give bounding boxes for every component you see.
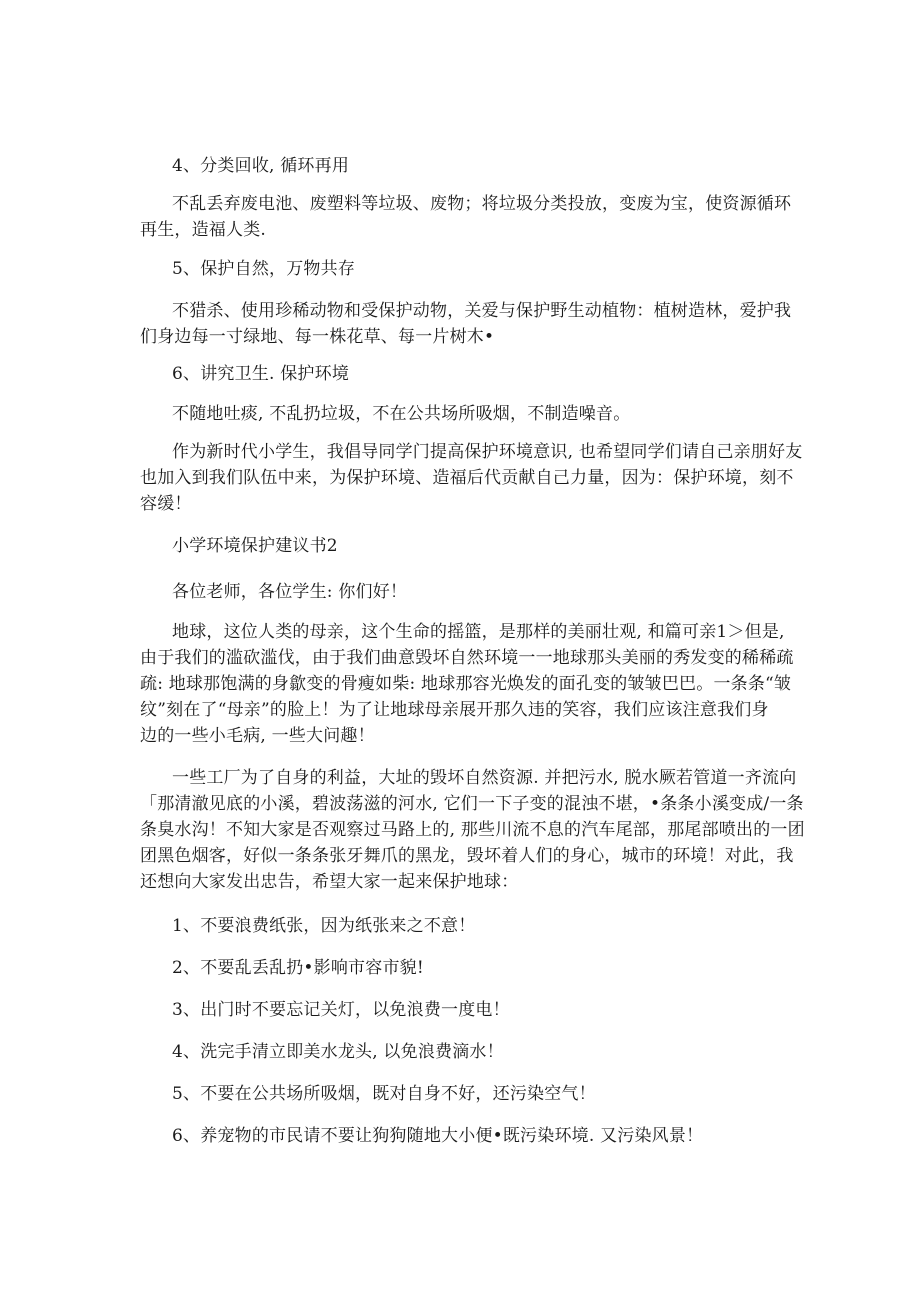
list-item: 2、不要乱丢乱扔•影响市容市貌! xyxy=(172,958,424,978)
paragraph-line: 边的一些小毛病, 一些大问趣！ xyxy=(140,726,375,746)
paragraph-line: 们身边每一寸绿地、每一株花草、每一片树木• xyxy=(140,327,495,347)
heading-item-6: 6、讲究卫生. 保护环境 xyxy=(172,364,350,384)
paragraph-line: 地球，这位人类的母亲，这个生命的摇篮，是那样的美丽壮观, 和篇可亲1＞但是, xyxy=(172,622,785,642)
paragraph-line: 「那清澈见底的小溪，碧波荡滋的河水, 它们一下子变的混浊不堪，•条条小溪变成/一条 xyxy=(140,794,804,814)
paragraph-line: 容缓！ xyxy=(140,494,192,514)
list-item: 4、洗完手清立即美水龙头, 以免浪费滴水！ xyxy=(172,1042,504,1062)
paragraph-line: 不猎杀、使用珍稀动物和受保护动物，关爱与保护野生动植物：植树造林，爱护我 xyxy=(172,301,792,321)
paragraph-line: 由于我们的滥砍滥伐，由于我们曲意毁坏自然环境一一地球那头美丽的秀发变的稀稀疏 xyxy=(140,648,794,668)
paragraph-line: 一些工厂为了自身的利益，大址的毁坏自然资源. 并把污水, 脱水厥若管道一齐流向 xyxy=(172,768,797,788)
greeting: 各位老师，各位学生: 你们好！ xyxy=(172,582,408,602)
paragraph-line: 作为新时代小学生，我倡导同学门提高保护环境意识, 也希望同学们请自己亲朋好友 xyxy=(172,442,803,462)
paragraph-line: 团黑色烟客，好似一条条张牙舞爪的黑龙，毁坏着人们的身心，城市的环境！对此，我 xyxy=(140,846,794,866)
list-item: 6、养宠物的市民请不要让狗狗随地大小便•既污染环境. 又污染风景！ xyxy=(172,1126,704,1146)
list-item: 5、不要在公共场所吸烟，既对自身不好，还污染空气！ xyxy=(172,1084,596,1104)
paragraph-line: 也加入到我们队伍中来，为保护环境、造福后代贡献自己力量，因为：保护环境，刻不 xyxy=(140,468,794,488)
paragraph-line: 再生，造福人类. xyxy=(140,220,267,240)
heading-item-4: 4、分类回收, 循环再用 xyxy=(172,156,350,176)
paragraph-line: 还想向大家发出忠告，希望大家一起来保护地球： xyxy=(140,872,519,892)
section-title: 小学环境保护建议书2 xyxy=(172,536,338,556)
heading-item-5: 5、保护自然，万物共存 xyxy=(172,259,356,279)
list-item: 3、出门时不要忘记关灯，以免浪费一度电！ xyxy=(172,1000,510,1020)
paragraph-line: 条臭水沟！不知大家是否观察过马路上的, 那些川流不息的汽车尾部，那尾部喷出的一团 xyxy=(140,820,805,840)
paragraph-line: 疏: 地球那饱满的身歙变的骨瘦如柴: 地球那容光焕发的面孔变的皱皱巴巴。一条条“皱 xyxy=(140,674,792,694)
paragraph-line: 不随地吐痰, 不乱扔垃圾，不在公共场所吸烟，不制造噪音。 xyxy=(172,404,631,424)
paragraph-line: 纹”刻在了“母亲”的脸上！为了让地球母亲展开那久违的笑容，我们应该注意我们身 xyxy=(140,700,769,720)
paragraph-line: 不乱丢弃废电池、废塑料等垃圾、废物；将垃圾分类投放，变废为宝，使资源循环 xyxy=(172,194,792,214)
list-item: 1、不要浪费纸张，因为纸张来之不意！ xyxy=(172,916,476,936)
